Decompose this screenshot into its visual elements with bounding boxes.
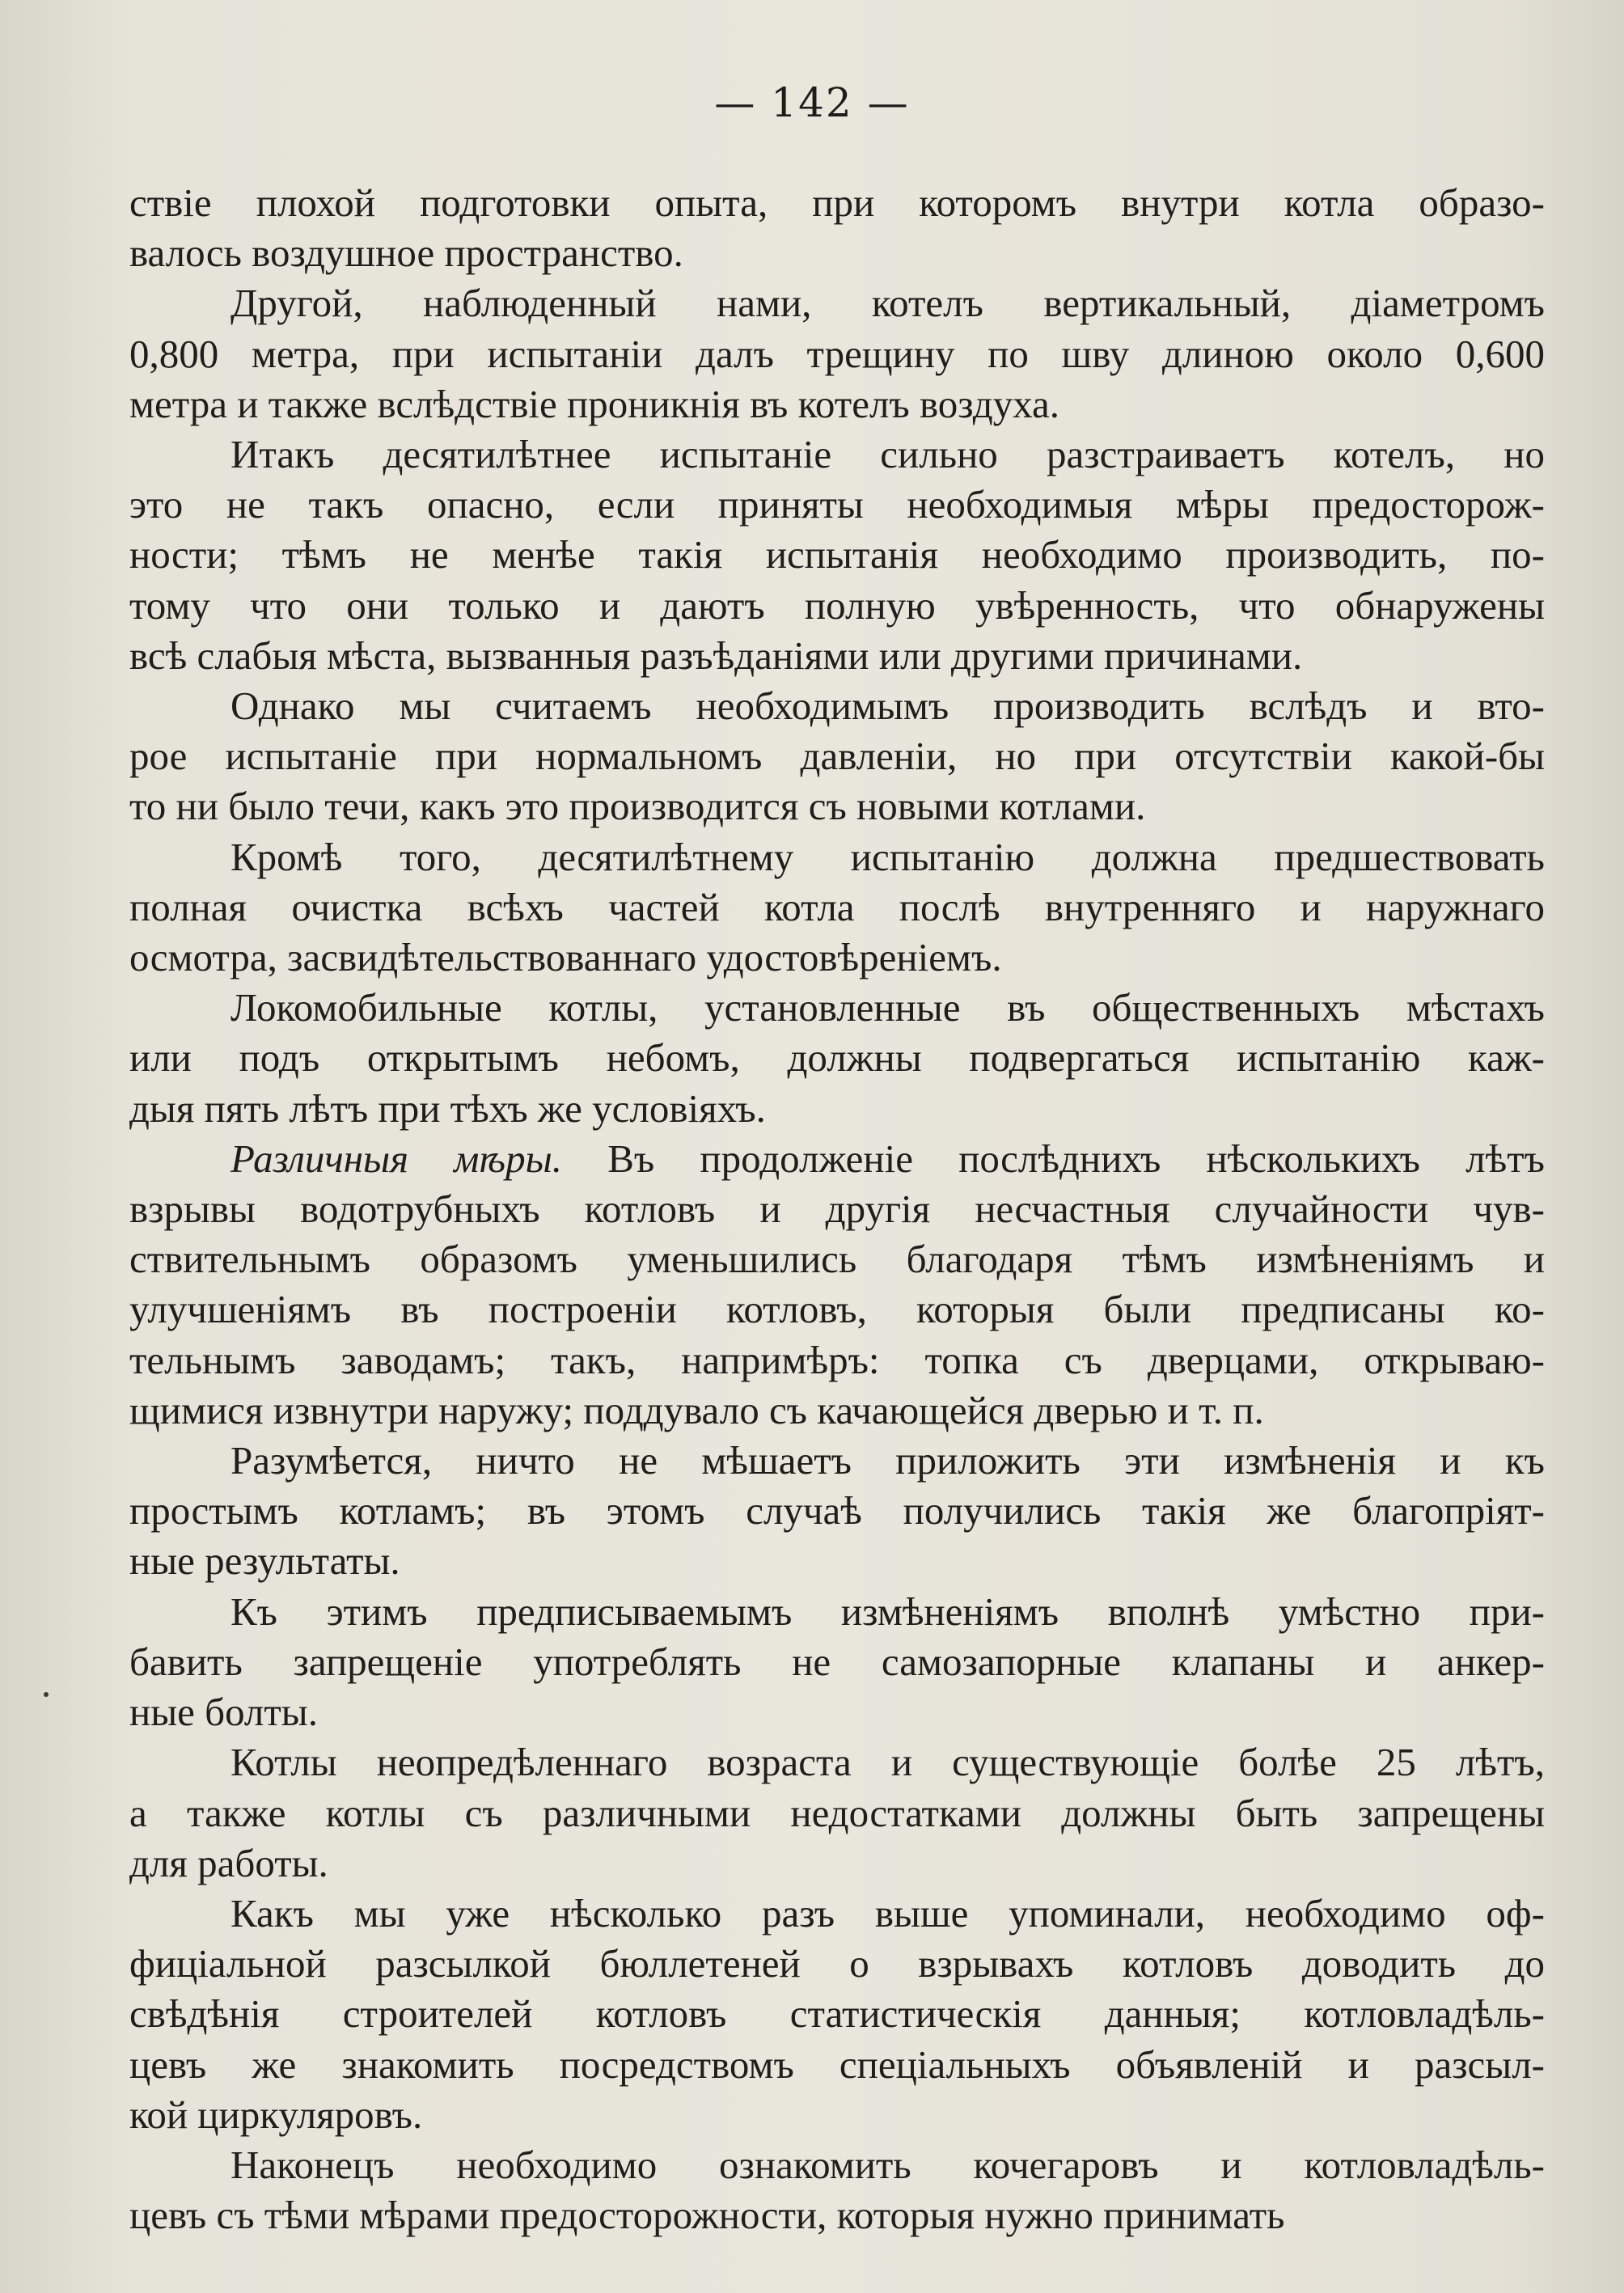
text-line: Наконецъ необходимо ознакомить кочегаровъ и котловладѣль- (230, 2142, 1545, 2187)
text-line: ные результаты. (129, 1538, 400, 1584)
paragraph (129, 1737, 1545, 1889)
paragraph (129, 832, 1545, 984)
paragraph (129, 429, 1545, 681)
text-line: простымъ котламъ; въ этомъ случаѣ получились такія же благопріят- (129, 1488, 1545, 1534)
paragraph (129, 1587, 1545, 1738)
page-number: — 142 — (714, 79, 910, 126)
text-line: это не такъ опасно, если приняты необходимыя мѣры предосторож- (129, 482, 1545, 527)
print-speck (44, 1692, 49, 1697)
text-line (129, 1134, 1545, 1184)
paragraph (129, 1889, 1545, 2140)
paragraph (129, 983, 1545, 1134)
text-line: Разумѣется, ничто не мѣшаетъ приложить эти измѣненія и къ (230, 1438, 1545, 1483)
text-line: взрывы водотрубныхъ котловъ и другія несчастныя случайности чув- (129, 1187, 1545, 1232)
text-line: свѣдѣнія строителей котловъ статистическія данныя; котловладѣль- (129, 1991, 1545, 2037)
text-line: или подъ открытымъ небомъ, должны подвергаться испытанію каж- (129, 1035, 1545, 1081)
text-line: полная очистка всѣхъ частей котла послѣ внутренняго и наружнаго (129, 884, 1545, 929)
text-line: Кромѣ того, десятилѣтнему испытанію должна предшествовать (230, 834, 1545, 879)
text-line: Какъ мы уже нѣсколько разъ выше упоминали, необходимо оф- (230, 1890, 1545, 1936)
paragraph (129, 178, 1545, 278)
text-line: фиціальной разсылкой бюллетеней о взрывахъ котловъ доводить до (129, 1941, 1545, 1986)
paragraph (129, 681, 1545, 832)
text-line: ные болты. (129, 1690, 318, 1735)
text-line: Локомобильные котлы, установленные въ общественныхъ мѣстахъ (230, 985, 1545, 1030)
text-line: тому что они только и даютъ полную увѣренность, что обнаружены (129, 582, 1545, 628)
paragraph (129, 2140, 1545, 2240)
text-line: всѣ слабыя мѣста, вызванныя разъѣданіями или другими причинами. (129, 632, 1303, 678)
text-line: а также котлы съ различными недостатками должны быть запрещены (129, 1790, 1545, 1835)
text-line: тельнымъ заводамъ; такъ, напримѣръ: топка съ дверцами, открываю- (129, 1337, 1545, 1382)
text-line: валось воздушное пространство. (129, 231, 683, 276)
text-line: ствіе плохой подготовки опыта, при которомъ внутри котла образо- (129, 180, 1545, 225)
text-line: то ни было течи, какъ это производится съ новыми котлами. (129, 784, 1146, 829)
paragraph (129, 1134, 1545, 1436)
body-text (129, 178, 1545, 2240)
text-line: дыя пять лѣтъ при тѣхъ же условіяхъ. (129, 1085, 766, 1131)
text-line: Къ этимъ предписываемымъ измѣненіямъ вполнѣ умѣстно при- (230, 1589, 1545, 1634)
text-line-rest: Въ продолженіе послѣднихъ нѣсколькихъ лѣтъ (562, 1136, 1545, 1181)
section-heading-italic: Различныя мѣры. (230, 1136, 563, 1181)
paragraph (129, 278, 1545, 429)
text-line: щимися извнутри наружу; поддувало съ качающейся дверью и т. п. (129, 1387, 1264, 1432)
paragraph (129, 1436, 1545, 1587)
text-line: Другой, наблюденный нами, котелъ вертикальный, діаметромъ (230, 281, 1545, 326)
text-line: 0,800 метра, при испытаніи далъ трещину по шву длиною около 0,600 (129, 331, 1545, 376)
text-line: Однако мы считаемъ необходимымъ производить вслѣдъ и вто- (230, 683, 1545, 729)
text-line: улучшеніямъ въ построеніи котловъ, которыя были предписаны ко- (129, 1287, 1545, 1332)
text-line: метра и также вслѣдствіе проникнія въ котелъ воздуха. (129, 381, 1060, 426)
text-line: цевъ съ тѣми мѣрами предосторожности, которыя нужно принимать (129, 2193, 1285, 2238)
text-line: осмотра, засвидѣтельствованнаго удостовѣреніемъ. (129, 935, 1002, 980)
text-line: Итакъ десятилѣтнее испытаніе сильно разстраиваетъ котелъ, но (230, 432, 1545, 477)
text-line: ности; тѣмъ не менѣе такія испытанія необходимо производить, по- (129, 532, 1545, 577)
text-line: бавить запрещеніе употреблять не самозапорные клапаны и анкер- (129, 1639, 1545, 1684)
text-line: ствительнымъ образомъ уменьшились благодаря тѣмъ измѣненіямъ и (129, 1237, 1545, 1282)
text-line: кой циркуляровъ. (129, 2092, 423, 2137)
text-line: цевъ же знакомить посредствомъ спеціальныхъ объявленій и разсыл- (129, 2041, 1545, 2087)
text-line: Котлы неопредѣленнаго возраста и существующіе болѣе 25 лѣтъ, (230, 1740, 1545, 1785)
text-line: рое испытаніе при нормальномъ давленіи, но при отсутствіи какой-бы (129, 734, 1545, 779)
text-line: для работы. (129, 1840, 328, 1885)
